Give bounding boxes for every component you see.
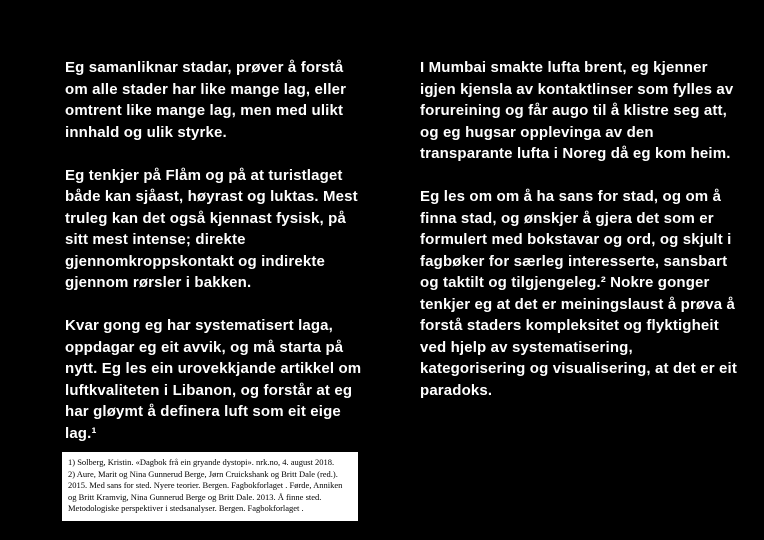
paragraph: Eg les om om å ha sans for stad, og om å finna stad, og ønskjer å gjera det som er formulert med bokstavar og ord, og skjult i fagbøker for særleg interesserte, sansbart og taktilt og tilgjengeleg.² Nokre gonger tenkjer eg at det er meiningslaust å prøva å forstå staders kompleksitet og flyktigheit ved hjelp av systematisering, kategorisering og visualisering, at det er eit paradoks. <box>420 188 737 399</box>
paragraph: Kvar gong eg har systematisert laga, oppdagar eg eit avvik, og må starta på nytt. Eg les ein urovekkjande artikkel om luftkvaliteten i Libanon, og forstår at eg har gløymt å definera luft som eit eige lag.¹ <box>65 317 362 442</box>
footnote-entry: 2) Aure, Marit og Nina Gunnerud Berge, Jørn Cruickshank og Britt Dale (red.). 2015. Med sans for sted. Nyere teorier. Bergen. Fagbokforlaget . Førde, Anniken og Britt Kramvig, Nina Gunnerud Berge og Britt Dale. 2013. Å finne sted. Metodologiske perspektiver i stedsanalyser. Bergen. Fagbokforlaget . <box>68 468 343 513</box>
paragraph: Eg samanliknar stadar, prøver å forstå om alle stader har like mange lag, eller omtrent like mange lag, men med ulikt innhald og ulik styrke. <box>65 59 347 141</box>
paragraph: I Mumbai smakte lufta brent, eg kjenner igjen kjensla av kontaktlinser som fylles av forureining og får augo til å klistre seg att, og eg hugsar opplevinga av den transparante lufta i Noreg då eg kom heim. <box>420 59 734 162</box>
paragraph: Eg tenkjer på Flåm og på at turistlaget både kan sjåast, høyrast og luktas. Mest truleg kan det også kjennast fysisk, på sitt mest intense; direkte gjennomkroppskontakt og indirekte gjennom rørsler i bakken. <box>65 166 358 291</box>
footnote-entry: 1) Solberg, Kristin. «Dagbok frå ein gryande dystopi». nrk.no, 4. august 2018. <box>68 457 335 467</box>
left-column <box>65 57 365 466</box>
right-column <box>420 57 738 423</box>
footnote-box <box>62 452 358 521</box>
